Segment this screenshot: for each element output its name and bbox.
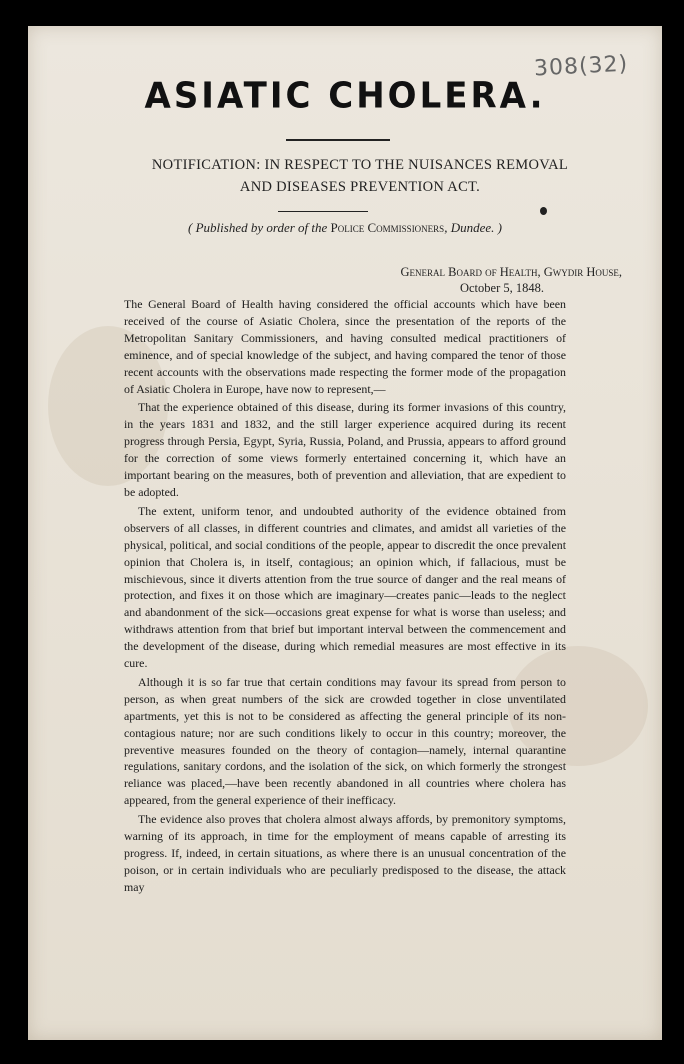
notification-heading — [78, 154, 642, 198]
dateline-address: General Board of Health, Gwydir House, — [400, 265, 622, 279]
title-rule — [286, 139, 390, 141]
notification-line-2: AND DISEASES PREVENTION ACT. — [239, 179, 481, 195]
document-title: ASIATIC CHOLERA. — [144, 75, 546, 117]
ink-spot — [540, 207, 547, 215]
paragraph: The evidence also proves that cholera almost always affords, by premonitory symptoms, warning of its approach, in time for the employment of means capable of arresting its progress. If, indeed, in certain situations, as where there is an unusual concentration of the poison, or in certain individuals who are peculiarly predisposed to the disease, the attack may — [124, 812, 566, 894]
published-suffix: , Dundee. ) — [444, 220, 502, 235]
published-note — [28, 220, 662, 236]
paragraph: That the experience obtained of this disease, during its former invasions of this country, in the years 1831 and 1832, and the still larger experience acquired during its recent progress through Persia, Egypt, Syria, Russia, Poland, and Prussia, appears to afford ground for the correction of some views formerly entertained concerning it, which have an important bearing on the measures, both of prevention and alleviation, that are expedient to be adopted. — [124, 400, 566, 499]
published-prefix: ( Published by order of the — [188, 220, 328, 235]
paragraph: Although it is so far true that certain conditions may favour its spread from person to person, as when great numbers of the sick are crowded together in close unventilated apartments, yet this is not to be considered as affecting the general principle of its non-contagious nature; nor are such conditions likely to occur in this country; moreover, the preventive measures founded on the theory of contagion—namely, internal quarantine regulations, sanitary cordons, and the isolation of the sick, on which formerly the strongest reliance was placed,—have been recently abandoned in all countries where cholera has appeared, from the general experience of their inefficacy. — [124, 674, 566, 808]
catalog-mark: 308(32) — [533, 51, 629, 82]
notification-line-1: NOTIFICATION: IN RESPECT TO THE NUISANCES REMOVAL — [151, 157, 569, 173]
dateline — [322, 264, 622, 296]
dateline-date: October 5, 1848. — [459, 281, 544, 295]
notification-rule — [278, 211, 368, 212]
document-page — [28, 26, 662, 1040]
paragraph: The General Board of Health having considered the official accounts which have been received of the course of Asiatic Cholera, since the presentation of the reports of the Metropolitan Sanitary Commissioners, and having consulted medical practitioners of eminence, and of special knowledge of the subject, and having compared the tenor of those recent accounts with the observations made respecting the former mode of the propagation of Asiatic Cholera in Europe, have now to represent,— — [124, 297, 566, 396]
paragraph: The extent, uniform tenor, and undoubted authority of the evidence obtained from observers of all classes, in different countries and climates, and amidst all varieties of the physical, political, and social conditions of the people, appear to discredit the once prevalent opinion that Cholera is, in itself, contagious; an opinion which, if fallacious, must be mischievous, since it diverts attention from the true source of danger and the real means of protection, and fixes it on those which are imaginary—creates panic—leads to the neglect and abandonment of the sick—occasions great expense for what is worse than useless; and withdraws attention from that brief but important interval between the commencement and the development of the disease, during which remedial measures are most effective in its cure. — [124, 503, 566, 671]
published-commissioners: Police Commissioners — [330, 220, 445, 235]
body-text — [124, 296, 566, 898]
